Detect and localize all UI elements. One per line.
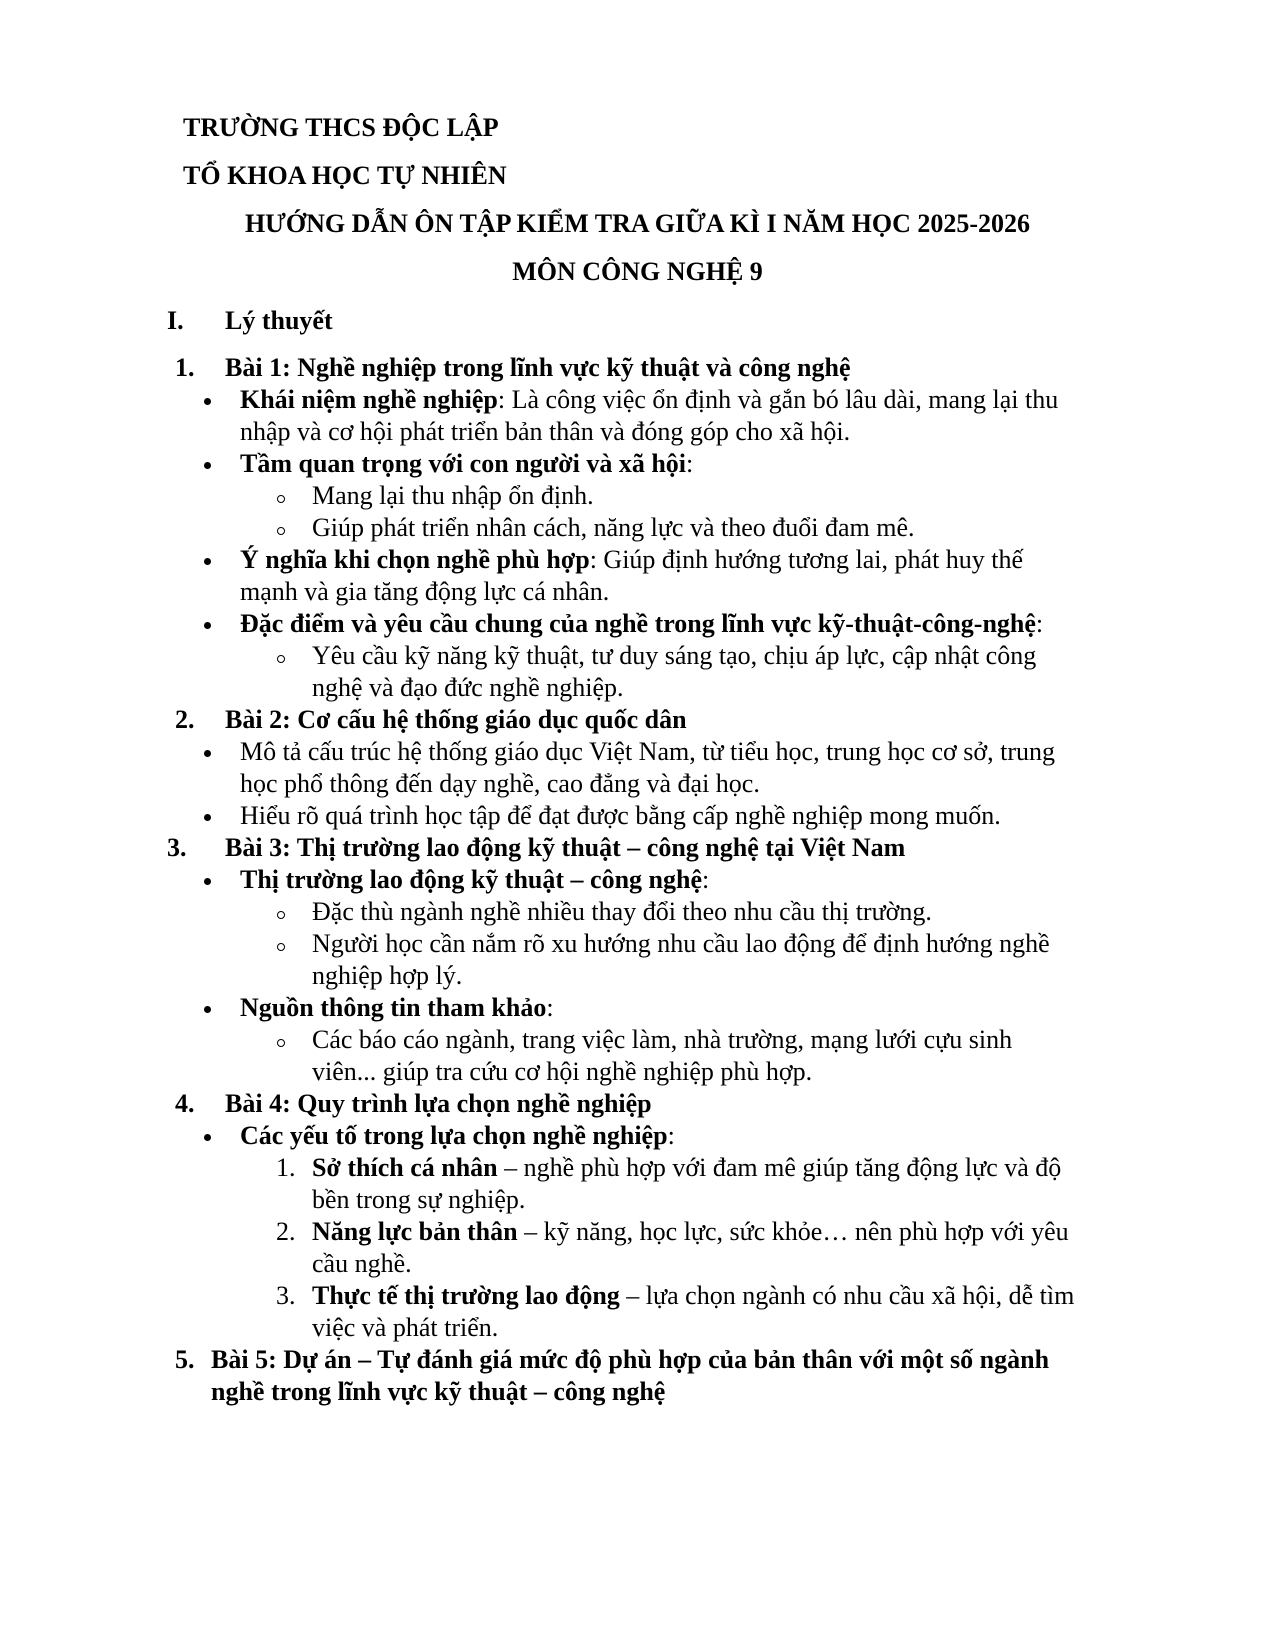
bullet-icon	[204, 462, 211, 469]
lesson-3-sub-3: Các báo cáo ngành, trang việc làm, nhà trường, mạng lưới cựu sinh	[312, 1025, 1013, 1054]
lesson-4-bullet-1	[240, 1120, 675, 1152]
lesson-4-number: 4.	[175, 1089, 195, 1118]
ordered-item-1	[312, 1152, 1061, 1184]
lesson-3-number: 3.	[167, 833, 187, 862]
section-title: Lý thuyết	[225, 306, 333, 335]
department-name: TỔ KHOA HỌC TỰ NHIÊN	[183, 161, 507, 190]
colon: :	[1035, 609, 1044, 638]
sub-bullet-icon	[277, 943, 285, 951]
factor-description: – lựa chọn ngành có nhu cầu xã hội, dễ tìm	[619, 1281, 1075, 1310]
section-number: I.	[167, 306, 184, 335]
colon: :	[701, 865, 710, 894]
lesson-2-bullet-1: Mô tả cấu trúc hệ thống giáo dục Việt Nam, từ tiểu học, trung học cơ sở, trung	[240, 737, 1056, 766]
lesson-1-bullet-1	[240, 384, 1058, 416]
bullet-icon	[204, 622, 211, 629]
bullet-icon	[204, 1006, 211, 1013]
sub-bullet-icon	[277, 655, 285, 663]
sub-bullet-icon	[277, 527, 285, 535]
lesson-1-sub-2: Giúp phát triển nhân cách, năng lực và theo đuổi đam mê.	[312, 513, 915, 542]
term-label: Ý nghĩa khi chọn nghề phù hợp	[240, 545, 590, 574]
ordered-item-number: 3.	[276, 1281, 296, 1310]
lesson-1-bullet-3-cont: mạnh và gia tăng động lực cá nhân.	[240, 577, 610, 606]
lesson-1-bullet-4	[240, 608, 1043, 640]
term-definition: : Giúp định hướng tương lai, phát huy thế	[589, 545, 1024, 574]
ordered-item-2-cont: cầu nghề.	[312, 1249, 412, 1278]
ordered-item-2	[312, 1216, 1069, 1248]
lesson-2-bullet-1-cont: học phổ thông đến dạy nghề, cao đẳng và đại học.	[240, 769, 760, 798]
lesson-1-bullet-1-cont: nhập và cơ hội phát triển bản thân và đóng góp cho xã hội.	[240, 417, 851, 446]
term-definition: : Là công việc ổn định và gắn bó lâu dài, mang lại thu	[497, 385, 1059, 414]
colon: :	[546, 993, 554, 1022]
bullet-icon	[204, 814, 211, 821]
ordered-item-number: 2.	[276, 1217, 296, 1246]
lesson-1-sub-3: Yêu cầu kỹ năng kỹ thuật, tư duy sáng tạo, chịu áp lực, cập nhật công	[312, 641, 1037, 670]
ordered-item-1-cont: bền trong sự nghiệp.	[312, 1185, 526, 1214]
lesson-3-sub-2-cont: nghiệp hợp lý.	[312, 961, 463, 990]
colon: :	[667, 1121, 675, 1150]
term-label: Đặc điểm và yêu cầu chung của nghề trong lĩnh vực kỹ-thuật-công-nghệ	[240, 609, 1036, 638]
lesson-3-sub-2: Người học cần nắm rõ xu hướng nhu cầu lao động để định hướng nghề	[312, 929, 1050, 958]
subject-title: MÔN CÔNG NGHỆ 9	[512, 257, 763, 286]
lesson-1-bullet-2	[240, 448, 693, 480]
lesson-5-title-cont: nghề trong lĩnh vực kỹ thuật – công nghệ	[211, 1377, 666, 1406]
factor-label: Năng lực bản thân	[312, 1217, 518, 1246]
lesson-2-title: Bài 2: Cơ cấu hệ thống giáo dục quốc dân	[225, 705, 687, 734]
sub-bullet-icon	[277, 1039, 285, 1047]
term-label: Khái niệm nghề nghiệp	[240, 385, 498, 414]
bullet-icon	[204, 1134, 211, 1141]
term-label: Tầm quan trọng với con người và xã hội	[240, 449, 687, 478]
factor-label: Thực tế thị trường lao động	[312, 1281, 620, 1310]
lesson-1-title: Bài 1: Nghề nghiệp trong lĩnh vực kỹ thuật và công nghệ	[225, 353, 851, 382]
term-label: Nguồn thông tin tham khảo	[240, 993, 547, 1022]
lesson-3-title: Bài 3: Thị trường lao động kỹ thuật – công nghệ tại Việt Nam	[225, 833, 906, 862]
bullet-icon	[204, 398, 211, 405]
sub-bullet-icon	[277, 911, 285, 919]
factor-label: Sở thích cá nhân	[312, 1153, 498, 1182]
term-label: Thị trường lao động kỹ thuật – công nghệ	[240, 865, 702, 894]
bullet-icon	[204, 750, 211, 757]
lesson-3-bullet-1	[240, 864, 709, 896]
lesson-1-bullet-3	[240, 544, 1023, 576]
lesson-2-number: 2.	[175, 705, 195, 734]
lesson-4-title: Bài 4: Quy trình lựa chọn nghề nghiệp	[225, 1089, 652, 1118]
bullet-icon	[204, 558, 211, 565]
bullet-icon	[204, 878, 211, 885]
lesson-2-bullet-2: Hiểu rõ quá trình học tập để đạt được bằng cấp nghề nghiệp mong muốn.	[240, 801, 1001, 830]
lesson-5-title: Bài 5: Dự án – Tự đánh giá mức độ phù hợp của bản thân với một số ngành	[211, 1345, 1050, 1374]
factor-description: – kỹ năng, học lực, sức khỏe… nên phù hợp với yêu	[517, 1217, 1069, 1246]
term-label: Các yếu tố trong lựa chọn nghề nghiệp	[240, 1121, 668, 1150]
ordered-item-3	[312, 1280, 1074, 1312]
lesson-5-number: 5.	[175, 1345, 195, 1374]
lesson-1-sub-3-cont: nghệ và đạo đức nghề nghiệp.	[312, 673, 624, 702]
ordered-item-3-cont: việc và phát triển.	[312, 1313, 499, 1342]
document-title: HƯỚNG DẪN ÔN TẬP KIỂM TRA GIỮA KÌ I NĂM HỌC 2025-2026	[244, 209, 1031, 238]
school-name: TRƯỜNG THCS ĐỘC LẬP	[183, 113, 499, 142]
lesson-3-sub-1: Đặc thù ngành nghề nhiều thay đổi theo nhu cầu thị trường.	[312, 897, 932, 926]
lesson-3-sub-3-cont: viên... giúp tra cứu cơ hội nghề nghiệp phù hợp.	[312, 1057, 813, 1086]
factor-description: – nghề phù hợp với đam mê giúp tăng động lực và độ	[497, 1153, 1062, 1182]
sub-bullet-icon	[277, 495, 285, 503]
colon: :	[686, 449, 694, 478]
lesson-3-bullet-2	[240, 992, 554, 1024]
lesson-1-number: 1.	[175, 353, 195, 382]
ordered-item-number: 1.	[276, 1153, 296, 1182]
lesson-1-sub-1: Mang lại thu nhập ổn định.	[312, 481, 594, 510]
